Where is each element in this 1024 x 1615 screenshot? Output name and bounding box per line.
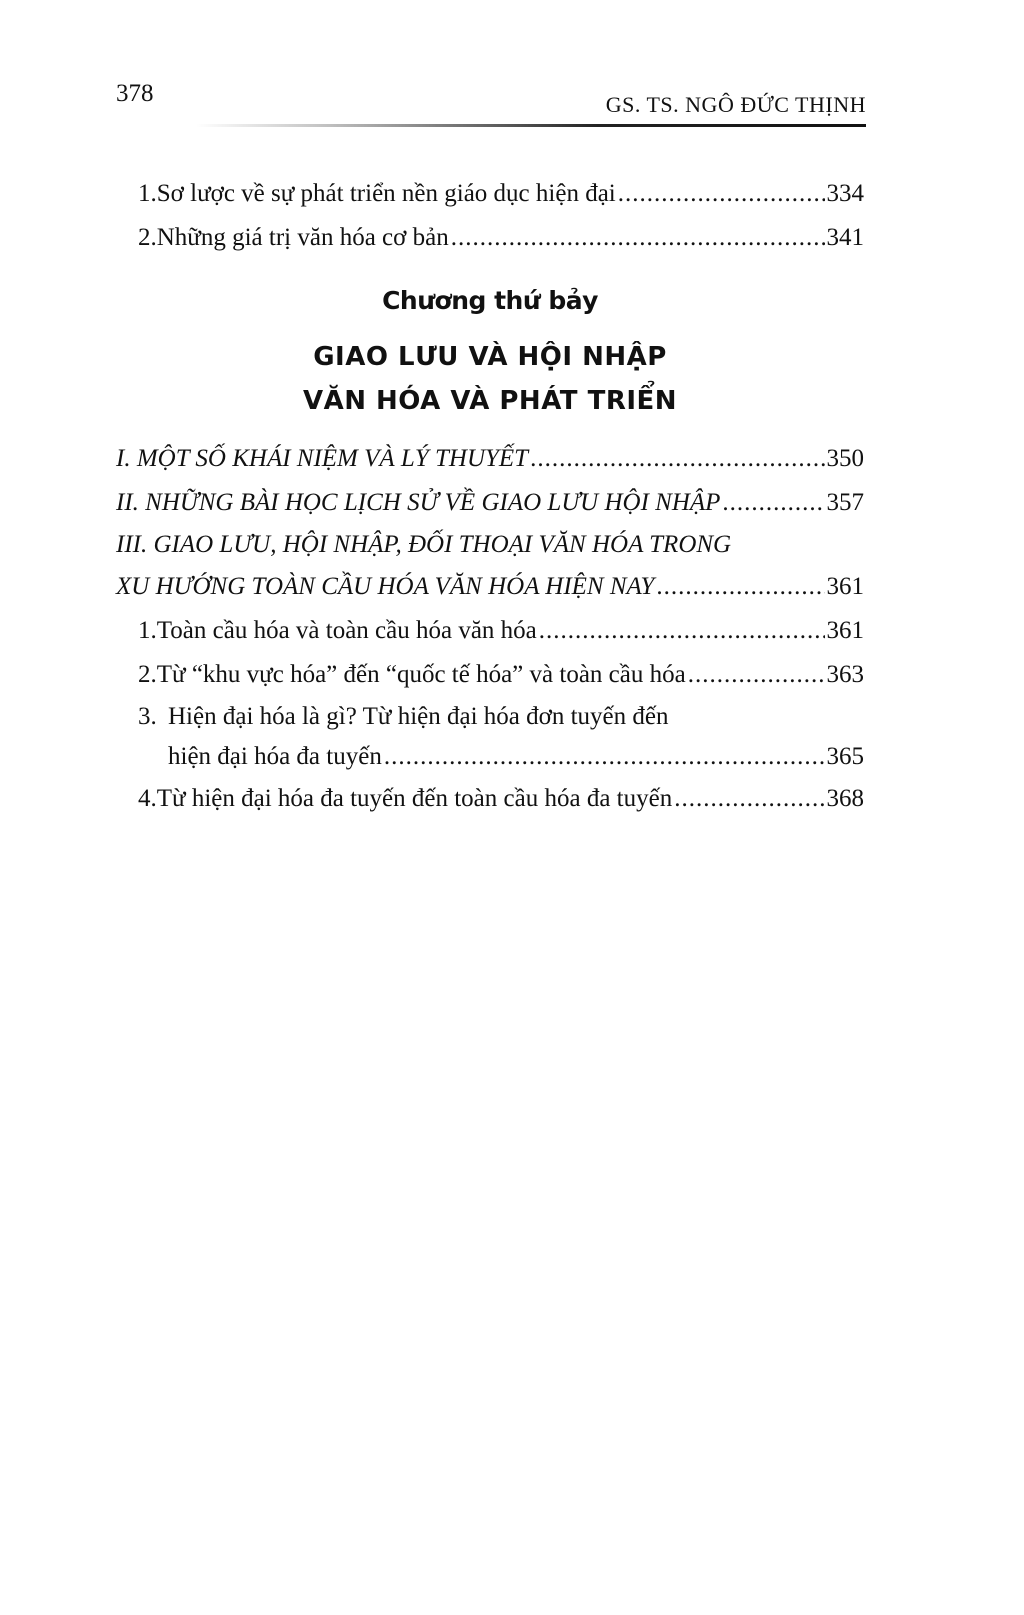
page-number: 378 [116,80,154,107]
entry-number: 2. [138,224,157,251]
entry-title: Từ “khu vực hóa” đến “quốc tế hóa” và toàn cầu hóa [156,661,686,688]
entry-page: 363 [826,661,864,688]
section-title: I. MỘT SỐ KHÁI NIỆM VÀ LÝ THUYẾT [116,445,529,472]
chapter-title-line-1: GIAO LƯU VÀ HỘI NHẬP [313,342,667,372]
toc-entry [116,653,864,697]
chapter-heading [116,286,864,423]
entry-title-line-2: hiện đại hóa đa tuyến [168,743,382,770]
entry-page: 361 [826,617,864,644]
dot-leader [451,216,825,260]
table-of-contents [116,172,864,821]
dot-leader [688,653,825,697]
toc-section-entry [116,437,864,481]
running-head: GS. TS. NGÔ ĐỨC THỊNH [605,92,866,117]
section-title: II. NHỮNG BÀI HỌC LỊCH SỬ VỀ GIAO LƯU HỘI NHẬP [116,489,721,516]
section-page: 361 [826,573,864,600]
dot-leader [656,565,824,609]
dot-leader [384,737,825,777]
header-rule [196,124,866,127]
entry-title: Từ hiện đại hóa đa tuyến đến toàn cầu hóa đa tuyến [156,785,673,812]
section-title-line-1: III. GIAO LƯU, HỘI NHẬP, ĐỐI THOẠI VĂN HÓA TRONG [116,531,732,558]
dot-leader [674,777,824,821]
entry-page: 334 [826,180,864,207]
entry-number: 1. [138,617,157,644]
toc-entry [116,216,864,260]
toc-section-entry [116,565,864,609]
entry-number: 1. [138,180,157,207]
page-header [116,78,866,128]
entry-number: 2. [138,661,157,688]
chapter-title-line-2: VĂN HÓA VÀ PHÁT TRIỂN [302,386,678,416]
section-page: 350 [826,445,864,472]
toc-entry [116,609,864,653]
entry-number: 4. [138,785,157,812]
section-page: 357 [826,489,864,516]
entry-title: Những giá trị văn hóa cơ bản [156,224,449,251]
entry-title: Toàn cầu hóa và toàn cầu hóa văn hóa [156,617,537,644]
entry-title-line-1: Hiện đại hóa là gì? Từ hiện đại hóa đơn tuyến đến [168,703,669,730]
entry-number: 3. [138,703,157,730]
entry-title: Sơ lược về sự phát triển nền giáo dục hiện đại [156,180,616,207]
entry-title-line-1-row [116,697,864,737]
dot-leader [530,437,824,481]
toc-entry [116,172,864,216]
toc-entry [116,777,864,821]
dot-leader [722,481,824,525]
toc-section-entry [116,481,864,525]
entry-page: 365 [826,743,864,770]
chapter-label: Chương thứ bảy [382,286,598,315]
entry-page: 368 [826,785,864,812]
dot-leader [539,609,825,653]
entry-page: 341 [826,224,864,251]
section-title-line-2: XU HƯỚNG TOÀN CẦU HÓA VĂN HÓA HIỆN NAY [116,573,655,600]
dot-leader [618,172,825,216]
toc-entry [116,737,864,777]
